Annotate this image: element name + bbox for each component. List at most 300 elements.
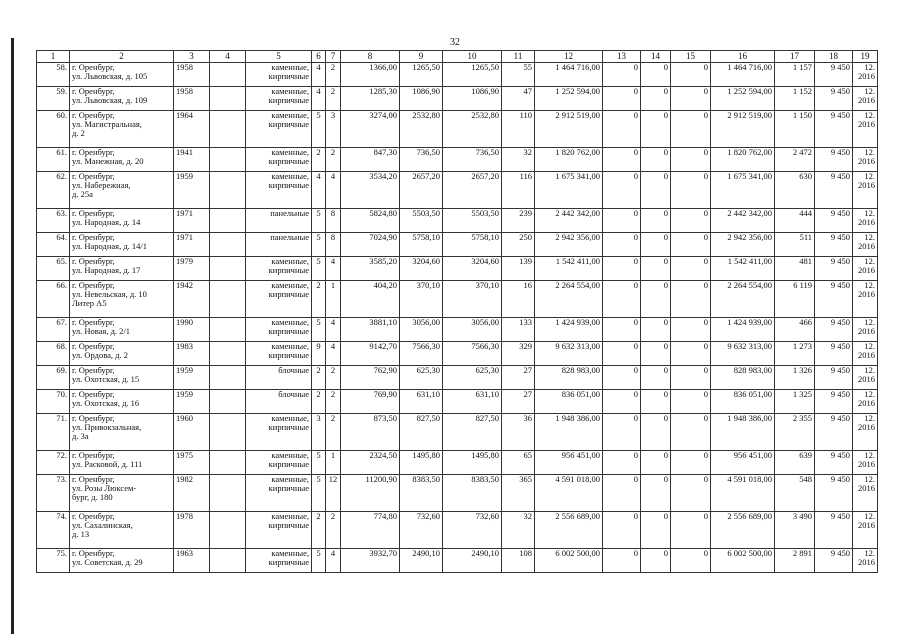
- page-number: 32: [450, 37, 460, 48]
- value-cell-14: 0: [641, 148, 671, 172]
- area-residential-cell: 2657,20: [443, 172, 502, 209]
- value-cell-15: 0: [671, 549, 711, 573]
- address-line: д. 25а: [72, 189, 93, 199]
- value-cell-15: 0: [671, 63, 711, 87]
- area-total-cell: 404,20: [341, 281, 400, 318]
- area-residential-cell: 7566,30: [443, 342, 502, 366]
- date-cell: [853, 257, 878, 281]
- entrances-cell: 4: [326, 549, 341, 573]
- table-row: [37, 414, 878, 451]
- empty-cell: [210, 512, 246, 549]
- address-line: г. Оренбург,: [72, 86, 115, 96]
- address-line: ул. Розы Люксем-: [72, 483, 137, 493]
- address-line: г. Оренбург,: [72, 280, 115, 290]
- date-month: 12.: [864, 86, 875, 96]
- date-year: 2016: [858, 265, 875, 275]
- date-year: 2016: [858, 350, 875, 360]
- cost-total-cell: 2 264 554,00: [711, 281, 775, 318]
- address-line: г. Оренбург,: [72, 511, 115, 521]
- table-row: [37, 63, 878, 87]
- floors-cell: 2: [312, 366, 326, 390]
- table-row: [37, 512, 878, 549]
- unit-cost-cell: 444: [775, 209, 815, 233]
- address-line: ул. Сахалинская,: [72, 520, 133, 530]
- date-cell: [853, 148, 878, 172]
- area-residential-cell: 2532,80: [443, 111, 502, 148]
- cost-cell: 2 264 554,00: [535, 281, 603, 318]
- year-cell: 1942: [174, 281, 210, 318]
- empty-cell: [210, 318, 246, 342]
- area-cell: 7566,30: [400, 342, 443, 366]
- cost-cell: 1 820 762,00: [535, 148, 603, 172]
- value-cell-15: 0: [671, 318, 711, 342]
- material-cell: [246, 318, 312, 342]
- address-line: г. Оренбург,: [72, 341, 115, 351]
- area-residential-cell: 8383,50: [443, 475, 502, 512]
- address-line: г. Оренбург,: [72, 413, 115, 423]
- material-cell: [246, 87, 312, 111]
- address-line: ул. Народная, д. 14/1: [72, 241, 148, 251]
- material-cell: [246, 209, 312, 233]
- limit-cell: 9 450: [815, 172, 853, 209]
- date-year: 2016: [858, 326, 875, 336]
- date-year: 2016: [858, 156, 875, 166]
- floors-cell: 2: [312, 148, 326, 172]
- address-line: г. Оренбург,: [72, 474, 115, 484]
- count-cell: 110: [502, 111, 535, 148]
- value-cell-14: 0: [641, 281, 671, 318]
- cost-total-cell: 1 464 716,00: [711, 63, 775, 87]
- empty-cell: [210, 281, 246, 318]
- year-cell: 1971: [174, 233, 210, 257]
- date-cell: [853, 172, 878, 209]
- cost-cell: 1 948 386,00: [535, 414, 603, 451]
- value-cell-13: 0: [603, 148, 641, 172]
- area-total-cell: 7024,90: [341, 233, 400, 257]
- address-cell: [70, 87, 174, 111]
- empty-cell: [210, 414, 246, 451]
- unit-cost-cell: 630: [775, 172, 815, 209]
- material-cell: [246, 281, 312, 318]
- address-line: ул. Магистральная,: [72, 119, 142, 129]
- column-header: 13: [603, 51, 641, 63]
- area-total-cell: 1366,00: [341, 63, 400, 87]
- value-cell-13: 0: [603, 257, 641, 281]
- area-cell: 631,10: [400, 390, 443, 414]
- floors-cell: 5: [312, 549, 326, 573]
- value-cell-15: 0: [671, 281, 711, 318]
- unit-cost-cell: 511: [775, 233, 815, 257]
- table-row: [37, 172, 878, 209]
- date-month: 12.: [864, 450, 875, 460]
- cost-cell: 9 632 313,00: [535, 342, 603, 366]
- column-header: 17: [775, 51, 815, 63]
- date-month: 12.: [864, 511, 875, 521]
- value-cell-14: 0: [641, 414, 671, 451]
- date-month: 12.: [864, 147, 875, 157]
- value-cell-13: 0: [603, 172, 641, 209]
- area-total-cell: 847,30: [341, 148, 400, 172]
- empty-cell: [210, 342, 246, 366]
- cost-total-cell: 1 675 341,00: [711, 172, 775, 209]
- date-month: 12.: [864, 341, 875, 351]
- count-cell: 250: [502, 233, 535, 257]
- material-line: каменные,: [271, 147, 309, 157]
- entrances-cell: 3: [326, 111, 341, 148]
- table-body: [37, 63, 878, 573]
- empty-cell: [210, 257, 246, 281]
- material-cell: [246, 475, 312, 512]
- entrances-cell: 2: [326, 63, 341, 87]
- year-cell: 1959: [174, 390, 210, 414]
- date-month: 12.: [864, 474, 875, 484]
- area-cell: 5503,50: [400, 209, 443, 233]
- unit-cost-cell: 1 273: [775, 342, 815, 366]
- year-cell: 1959: [174, 366, 210, 390]
- material-line: кирпичные: [268, 350, 309, 360]
- material-line: кирпичные: [268, 289, 309, 299]
- limit-cell: 9 450: [815, 318, 853, 342]
- area-cell: 2657,20: [400, 172, 443, 209]
- entrances-cell: 2: [326, 512, 341, 549]
- area-total-cell: 2324,50: [341, 451, 400, 475]
- count-cell: 32: [502, 148, 535, 172]
- year-cell: 1941: [174, 148, 210, 172]
- count-cell: 27: [502, 366, 535, 390]
- area-residential-cell: 5758,10: [443, 233, 502, 257]
- date-year: 2016: [858, 71, 875, 81]
- value-cell-14: 0: [641, 475, 671, 512]
- area-cell: 3204,60: [400, 257, 443, 281]
- material-line: блочные: [278, 365, 309, 375]
- empty-cell: [210, 549, 246, 573]
- row-number: 68.: [37, 342, 70, 366]
- address-line: д. 3а: [72, 431, 89, 441]
- year-cell: 1964: [174, 111, 210, 148]
- year-cell: 1983: [174, 342, 210, 366]
- material-cell: [246, 451, 312, 475]
- value-cell-13: 0: [603, 318, 641, 342]
- count-cell: 36: [502, 414, 535, 451]
- table-row: [37, 233, 878, 257]
- table-row: [37, 209, 878, 233]
- address-line: д. 13: [72, 529, 90, 539]
- cost-cell: 2 912 519,00: [535, 111, 603, 148]
- limit-cell: 9 450: [815, 63, 853, 87]
- value-cell-15: 0: [671, 257, 711, 281]
- column-header: 3: [174, 51, 210, 63]
- row-number: 62.: [37, 172, 70, 209]
- value-cell-13: 0: [603, 414, 641, 451]
- entrances-cell: 2: [326, 87, 341, 111]
- cost-cell: 2 942 356,00: [535, 233, 603, 257]
- address-line: ул. Охотская, д. 16: [72, 398, 140, 408]
- row-number: 73.: [37, 475, 70, 512]
- material-line: панельные: [270, 232, 309, 242]
- table-row: [37, 87, 878, 111]
- unit-cost-cell: 2 472: [775, 148, 815, 172]
- value-cell-14: 0: [641, 111, 671, 148]
- column-header: 6: [312, 51, 326, 63]
- area-total-cell: 769,90: [341, 390, 400, 414]
- value-cell-13: 0: [603, 281, 641, 318]
- value-cell-13: 0: [603, 451, 641, 475]
- entrances-cell: 4: [326, 172, 341, 209]
- material-line: каменные,: [271, 341, 309, 351]
- value-cell-13: 0: [603, 87, 641, 111]
- address-line: д. 2: [72, 128, 85, 138]
- material-line: кирпичные: [268, 71, 309, 81]
- value-cell-13: 0: [603, 549, 641, 573]
- floors-cell: 2: [312, 512, 326, 549]
- address-line: Литер А5: [72, 298, 107, 308]
- date-cell: [853, 512, 878, 549]
- count-cell: 329: [502, 342, 535, 366]
- limit-cell: 9 450: [815, 87, 853, 111]
- value-cell-13: 0: [603, 390, 641, 414]
- limit-cell: 9 450: [815, 111, 853, 148]
- cost-cell: 1 424 939,00: [535, 318, 603, 342]
- floors-cell: 5: [312, 318, 326, 342]
- value-cell-15: 0: [671, 451, 711, 475]
- year-cell: 1963: [174, 549, 210, 573]
- row-number: 70.: [37, 390, 70, 414]
- table-row: [37, 390, 878, 414]
- address-cell: [70, 111, 174, 148]
- material-line: каменные,: [271, 62, 309, 72]
- area-total-cell: 873,50: [341, 414, 400, 451]
- area-residential-cell: 827,50: [443, 414, 502, 451]
- value-cell-13: 0: [603, 111, 641, 148]
- entrances-cell: 12: [326, 475, 341, 512]
- address-cell: [70, 318, 174, 342]
- limit-cell: 9 450: [815, 233, 853, 257]
- limit-cell: 9 450: [815, 390, 853, 414]
- date-month: 12.: [864, 110, 875, 120]
- area-cell: 8383,50: [400, 475, 443, 512]
- material-line: каменные,: [271, 450, 309, 460]
- material-line: каменные,: [271, 474, 309, 484]
- column-header: 5: [246, 51, 312, 63]
- address-line: г. Оренбург,: [72, 450, 115, 460]
- area-residential-cell: 3056,00: [443, 318, 502, 342]
- cost-total-cell: 956 451,00: [711, 451, 775, 475]
- cost-total-cell: 9 632 313,00: [711, 342, 775, 366]
- floors-cell: 9: [312, 342, 326, 366]
- unit-cost-cell: 2 891: [775, 549, 815, 573]
- value-cell-13: 0: [603, 366, 641, 390]
- row-number: 69.: [37, 366, 70, 390]
- cost-cell: 1 675 341,00: [535, 172, 603, 209]
- date-year: 2016: [858, 217, 875, 227]
- value-cell-14: 0: [641, 451, 671, 475]
- empty-cell: [210, 63, 246, 87]
- value-cell-14: 0: [641, 172, 671, 209]
- year-cell: 1959: [174, 172, 210, 209]
- unit-cost-cell: 3 490: [775, 512, 815, 549]
- value-cell-15: 0: [671, 209, 711, 233]
- area-residential-cell: 5503,50: [443, 209, 502, 233]
- date-year: 2016: [858, 289, 875, 299]
- address-line: г. Оренбург,: [72, 256, 115, 266]
- margin-line: [11, 38, 14, 634]
- area-total-cell: 774,80: [341, 512, 400, 549]
- table-row: [37, 111, 878, 148]
- material-line: каменные,: [271, 413, 309, 423]
- cost-cell: 1 252 594,00: [535, 87, 603, 111]
- address-line: ул. Львовская, д. 109: [72, 95, 148, 105]
- cost-total-cell: 2 942 356,00: [711, 233, 775, 257]
- row-number: 65.: [37, 257, 70, 281]
- limit-cell: 9 450: [815, 414, 853, 451]
- entrances-cell: 8: [326, 233, 341, 257]
- table-row: [37, 451, 878, 475]
- cost-total-cell: 2 912 519,00: [711, 111, 775, 148]
- value-cell-14: 0: [641, 390, 671, 414]
- date-month: 12.: [864, 389, 875, 399]
- area-total-cell: 762,90: [341, 366, 400, 390]
- table-row: [37, 549, 878, 573]
- date-cell: [853, 233, 878, 257]
- value-cell-14: 0: [641, 209, 671, 233]
- unit-cost-cell: 1 152: [775, 87, 815, 111]
- count-cell: 16: [502, 281, 535, 318]
- material-cell: [246, 148, 312, 172]
- area-total-cell: 9142,70: [341, 342, 400, 366]
- unit-cost-cell: 548: [775, 475, 815, 512]
- year-cell: 1971: [174, 209, 210, 233]
- cost-cell: 6 002 500,00: [535, 549, 603, 573]
- address-line: г. Оренбург,: [72, 171, 115, 181]
- material-line: кирпичные: [268, 156, 309, 166]
- value-cell-15: 0: [671, 390, 711, 414]
- date-year: 2016: [858, 119, 875, 129]
- date-cell: [853, 63, 878, 87]
- column-header: 4: [210, 51, 246, 63]
- address-cell: [70, 451, 174, 475]
- limit-cell: 9 450: [815, 366, 853, 390]
- date-cell: [853, 87, 878, 111]
- entrances-cell: 8: [326, 209, 341, 233]
- address-cell: [70, 549, 174, 573]
- floors-cell: 5: [312, 451, 326, 475]
- date-year: 2016: [858, 95, 875, 105]
- date-cell: [853, 451, 878, 475]
- table-row: [37, 148, 878, 172]
- address-cell: [70, 63, 174, 87]
- material-line: каменные,: [271, 317, 309, 327]
- material-cell: [246, 63, 312, 87]
- floors-cell: 4: [312, 63, 326, 87]
- value-cell-14: 0: [641, 63, 671, 87]
- area-total-cell: 3585,20: [341, 257, 400, 281]
- date-year: 2016: [858, 483, 875, 493]
- cost-total-cell: 4 591 018,00: [711, 475, 775, 512]
- address-cell: [70, 209, 174, 233]
- row-number: 58.: [37, 63, 70, 87]
- date-cell: [853, 318, 878, 342]
- table-row: [37, 366, 878, 390]
- address-line: ул. Ордова, д. 2: [72, 350, 128, 360]
- date-cell: [853, 281, 878, 318]
- date-year: 2016: [858, 374, 875, 384]
- cost-cell: 828 983,00: [535, 366, 603, 390]
- material-line: кирпичные: [268, 459, 309, 469]
- value-cell-15: 0: [671, 475, 711, 512]
- limit-cell: 9 450: [815, 512, 853, 549]
- empty-cell: [210, 233, 246, 257]
- empty-cell: [210, 172, 246, 209]
- count-cell: 139: [502, 257, 535, 281]
- area-residential-cell: 625,30: [443, 366, 502, 390]
- address-cell: [70, 257, 174, 281]
- column-header: 12: [535, 51, 603, 63]
- date-year: 2016: [858, 422, 875, 432]
- empty-cell: [210, 475, 246, 512]
- count-cell: 55: [502, 63, 535, 87]
- address-line: г. Оренбург,: [72, 62, 115, 72]
- material-line: кирпичные: [268, 557, 309, 567]
- cost-cell: 2 556 689,00: [535, 512, 603, 549]
- address-line: ул. Львовская, д. 105: [72, 71, 148, 81]
- column-header: 19: [853, 51, 878, 63]
- limit-cell: 9 450: [815, 257, 853, 281]
- limit-cell: 9 450: [815, 549, 853, 573]
- address-line: бург, д. 180: [72, 492, 113, 502]
- cost-total-cell: 836 051,00: [711, 390, 775, 414]
- cost-cell: 836 051,00: [535, 390, 603, 414]
- column-header: 7: [326, 51, 341, 63]
- unit-cost-cell: 466: [775, 318, 815, 342]
- area-residential-cell: 732,60: [443, 512, 502, 549]
- material-line: каменные,: [271, 86, 309, 96]
- row-number: 64.: [37, 233, 70, 257]
- row-number: 60.: [37, 111, 70, 148]
- empty-cell: [210, 366, 246, 390]
- entrances-cell: 1: [326, 451, 341, 475]
- material-line: кирпичные: [268, 422, 309, 432]
- date-cell: [853, 209, 878, 233]
- floors-cell: 5: [312, 257, 326, 281]
- date-month: 12.: [864, 208, 875, 218]
- table-row: [37, 475, 878, 512]
- limit-cell: 9 450: [815, 475, 853, 512]
- date-cell: [853, 111, 878, 148]
- date-cell: [853, 549, 878, 573]
- date-cell: [853, 475, 878, 512]
- year-cell: 1979: [174, 257, 210, 281]
- value-cell-14: 0: [641, 233, 671, 257]
- material-line: каменные,: [271, 280, 309, 290]
- cost-total-cell: 1 820 762,00: [711, 148, 775, 172]
- unit-cost-cell: 1 157: [775, 63, 815, 87]
- table-row: [37, 342, 878, 366]
- floors-cell: 5: [312, 111, 326, 148]
- cost-total-cell: 6 002 500,00: [711, 549, 775, 573]
- material-line: кирпичные: [268, 119, 309, 129]
- area-residential-cell: 3204,60: [443, 257, 502, 281]
- column-header: 1: [37, 51, 70, 63]
- date-year: 2016: [858, 398, 875, 408]
- material-line: кирпичные: [268, 483, 309, 493]
- limit-cell: 9 450: [815, 451, 853, 475]
- column-header: 18: [815, 51, 853, 63]
- address-line: ул. Манежная, д. 20: [72, 156, 144, 166]
- floors-cell: 5: [312, 233, 326, 257]
- column-header: 14: [641, 51, 671, 63]
- row-number: 75.: [37, 549, 70, 573]
- area-cell: 732,60: [400, 512, 443, 549]
